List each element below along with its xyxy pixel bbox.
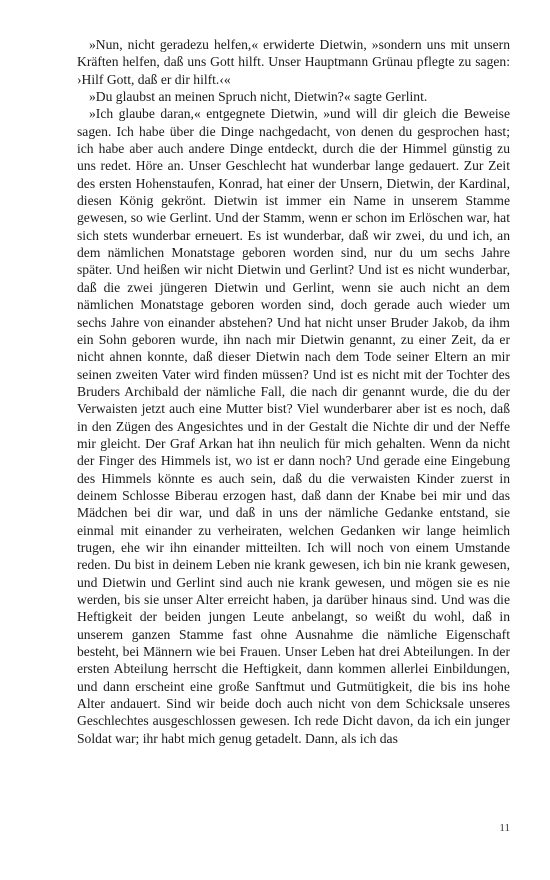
paragraph-dietwin-proofs: »Ich glaube daran,« entgegnete Dietwin, »und will dir gleich die Beweise sagen. Ich habe über die Dinge nachgedacht, von denen du gesprochen hast; ich habe aber auch andere Dinge entdeckt, durch die der Himmel günstig zu uns redet. Höre an. Unser Geschlecht hat wunderbar lange gedauert. Zur Zeit des ersten Hohenstaufen, Konrad, hat einer der Unsern, Dietwin, der Kardinal, diesen König gekrönt. Dietwin ist immer ein Name in unserem Stamme gewesen, so wie Gerlint. Und der Stamm, wenn er schon im Erlöschen war, hat sich stets wunderbar erneuert. Es ist wunderbar, daß wir zwei, du und ich, an dem nämlichen Monatstage geboren worden sind, nur du um sechs Jahre später. Und heißen wir nicht Dietwin und Gerlint? Und ist es nicht wunderbar, daß die zwei jüngeren Dietwin und Gerlint, wenn sie auch nicht an dem nämlichen Monatstage geboren worden sind, doch gerade auch wieder um sechs Jahre von einander abstehen? Und hat nicht unser Bruder Jakob, da ihm ein Sohn geboren wurde, ihn nach mir Dietwin genannt, zu einer Zeit, da er nicht ahnen konnte, daß dieser Dietwin nach dem Tode seiner Eltern an mir seinen zweiten Vater wird finden müssen? Und ist es nicht mit der Tochter des Bruders Archibald der nämliche Fall, die nach dir genannt wurde, die du der Verwaisten jetzt auch eine Mutter bist? Viel wunderbarer aber ist es noch, daß in den Zügen des Angesichtes und in der Gestalt die Nichte dir und der Neffe mir gleicht. Der Graf Arkan hat ihn neulich für mich gehalten. Wenn da nicht der Finger des Himmels ist, wo ist er dann noch? Und gerade eine Eingebung des Himmels könnte es auch sein, daß du die verwaisten Kinder zuerst in deinem Schlosse Biberau erzogen hast, daß dann der Knabe bei mir und das Mädchen bei dir war, und daß in uns der nämliche Gedanke entstand, sie einmal mit einander zu verheiraten, welchen Gedanken wir lange heimlich trugen, ehe wir ihn einander mitteilten. Ich will noch von einem Umstande reden. Du bist in deinem Leben nie krank gewesen, ich bin nie krank gewesen, und Dietwin und Gerlint sind auch nie krank gewesen, und mögen sie es nie werden, bis sie unser Alter erreicht haben, ja darüber hinaus sind. Und was die Heftigkeit der beiden jungen Leute anbelangt, so weißt du wohl, daß in unserem ganzen Stamme fast ohne Ausnahme die nämliche Eigenschaft besteht, bei Männern wie bei Frauen. Unser Leben hat drei Abteilungen. In der ersten Abteilung herrscht die Heftigkeit, dann kommen allerlei Einbildungen, und dann erscheint eine große Sanftmut und Gutmütigkeit, die bis ins hohe Alter andauert. Sind wir beide doch auch nicht von dem Schicksale unseres Geschlechtes ausgeschlossen gewesen. Ich rede Dicht davon, da ich ein junger Soldat war; ihr habt mich genug getadelt. Dann, als ich das [77, 106, 510, 746]
paragraph-dietwin-reply: »Nun, nicht geradezu helfen,« erwiderte Dietwin, »sondern uns mit unsern Kräften helfen, daß uns Gott hilft. Unser Hauptmann Grünau pflegte zu sagen: ›Hilf Gott, daß er dir hilft.‹« [77, 37, 510, 87]
body-text [77, 36, 510, 747]
paragraph-gerlint-question: »Du glaubst an meinen Spruch nicht, Dietwin?« sagte Gerlint. [89, 89, 428, 105]
page-number: 11 [499, 822, 510, 834]
